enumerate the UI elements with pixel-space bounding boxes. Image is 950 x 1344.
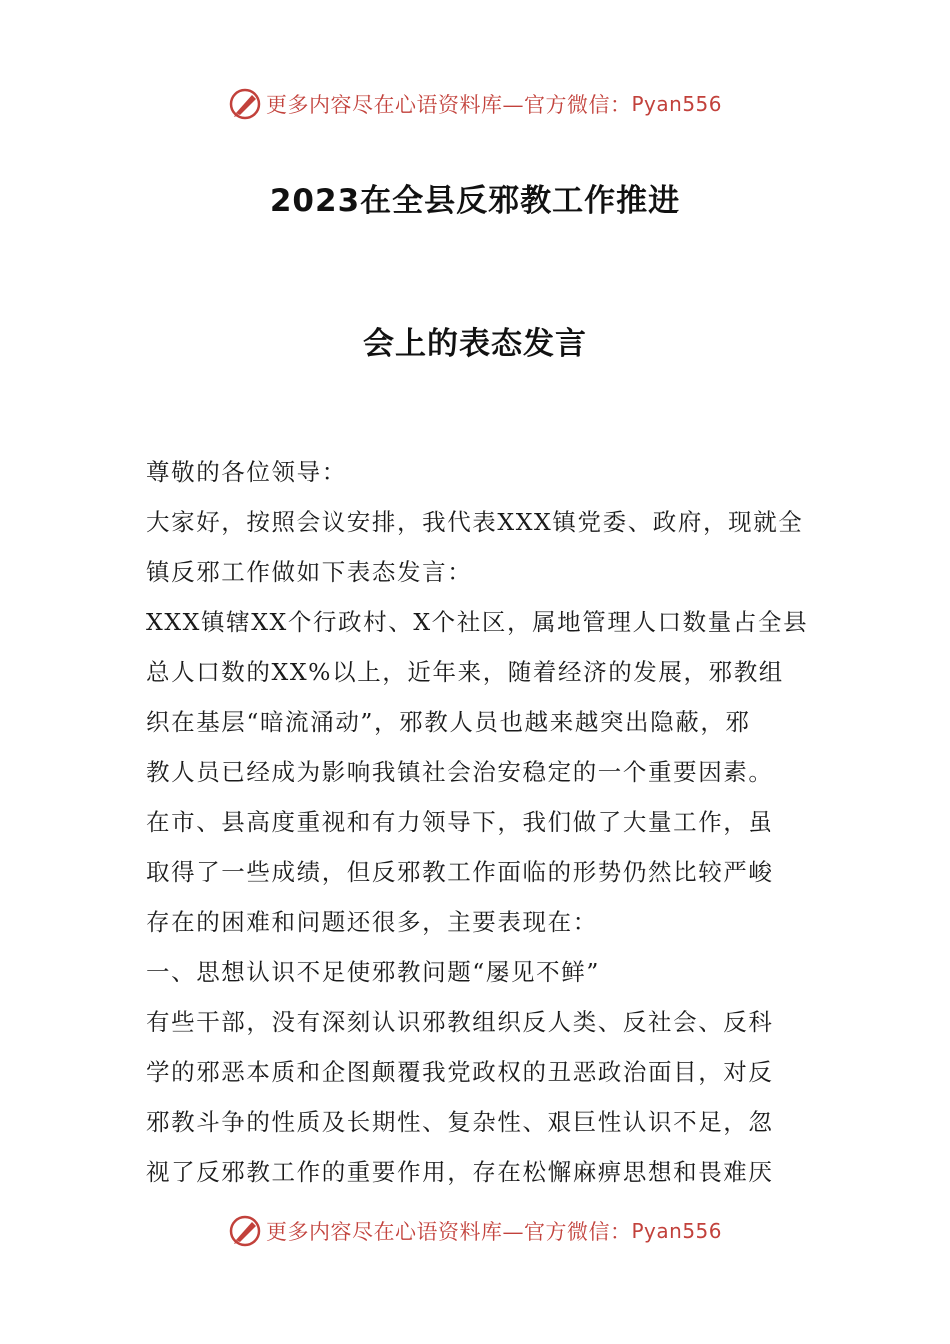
- header-watermark: [0, 84, 950, 124]
- document-body: [146, 447, 812, 1197]
- body-line: 镇反邪工作做如下表态发言：: [146, 558, 473, 586]
- body-line: 邪教斗争的性质及长期性、复杂性、艰巨性认识不足，忽: [146, 1108, 774, 1136]
- body-line: 学的邪恶本质和企图颠覆我党政权的丑恶政治面目，对反: [146, 1058, 774, 1086]
- body-line: 存在的困难和问题还很多，主要表现在：: [146, 908, 598, 936]
- body-line: 在市、县高度重视和有力领导下，我们做了大量工作，虽: [146, 808, 774, 836]
- pen-circle-icon: [228, 1214, 262, 1248]
- body-line: 教人员已经成为影响我镇社会治安稳定的一个重要因素。: [146, 758, 774, 786]
- document-title-line-2: 会上的表态发言: [363, 326, 587, 362]
- pen-circle-icon: [228, 87, 262, 121]
- body-line: 尊敬的各位领导：: [146, 458, 347, 486]
- footer-watermark: [0, 1211, 950, 1251]
- watermark-text: 更多内容尽在心语资料库—官方微信：: [265, 93, 632, 117]
- watermark-text: 更多内容尽在心语资料库—官方微信：: [265, 1220, 632, 1244]
- document-title-line-1: 2023在全县反邪教工作推进: [269, 183, 681, 219]
- body-line: 总人口数的XX%以上，近年来，随着经济的发展，邪教组: [146, 658, 784, 686]
- watermark-wechat-id: Pyan556: [631, 1219, 722, 1243]
- section-heading: 一、思想认识不足使邪教问题“屡见不鲜”: [146, 958, 600, 986]
- body-line: XXX镇辖XX个行政村、X个社区，属地管理人口数量占全县: [146, 608, 809, 636]
- body-line: 大家好，按照会议安排，我代表XXX镇党委、政府，现就全: [146, 508, 804, 536]
- body-line: 视了反邪教工作的重要作用，存在松懈麻痹思想和畏难厌: [146, 1158, 774, 1186]
- body-line: 织在基层“暗流涌动”，邪教人员也越来越突出隐蔽，邪: [146, 708, 751, 736]
- watermark-wechat-id: Pyan556: [631, 92, 722, 116]
- body-line: 取得了一些成绩，但反邪教工作面临的形势仍然比较严峻: [146, 858, 774, 886]
- body-line: 有些干部，没有深刻认识邪教组织反人类、反社会、反科: [146, 1008, 774, 1036]
